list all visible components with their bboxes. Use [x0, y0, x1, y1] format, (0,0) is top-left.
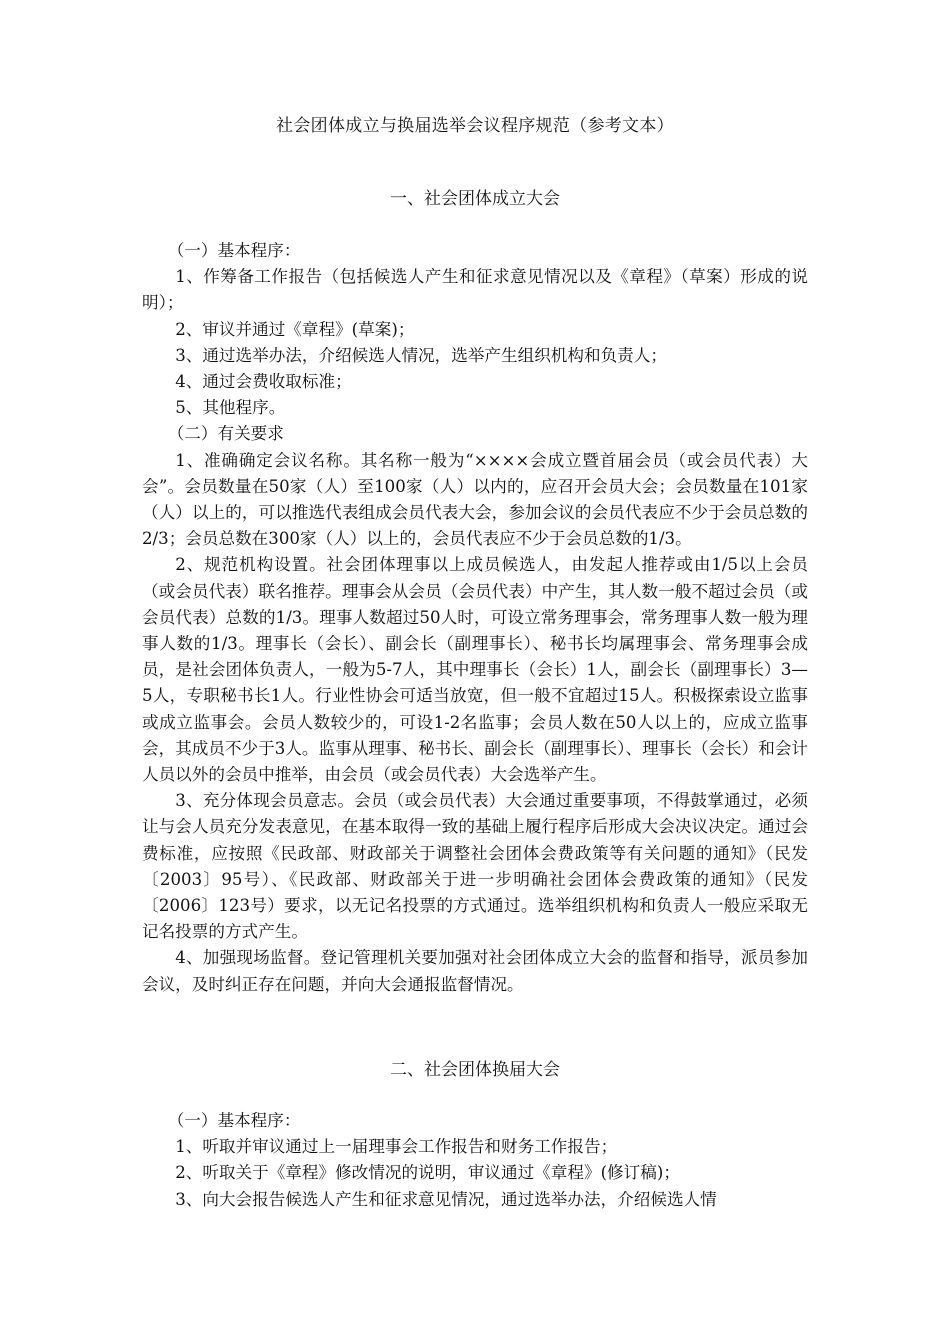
- paragraph: 1、准确确定会议名称。其名称一般为“××××会成立暨首届会员（或会员代表）大会”。会员数量在50家（人）至100家（人）以内的，应召开会员大会；会员数量在101家（人）以上的，可以推选代表组成会员代表大会，参加会议的会员代表应不少于会员总数的2/3；会员总数在300家（人）以上的，会员代表应不少于会员总数的1/3。: [142, 450, 808, 549]
- paragraph: 4、加强现场监督。登记管理机关要加强对社会团体成立大会的监督和指导，派员参加会议，及时纠正存在问题，并向大会通报监督情况。: [142, 948, 808, 994]
- paragraph: 5、其他程序。: [175, 398, 286, 418]
- section-1-title: 一、社会团体成立大会: [390, 189, 560, 209]
- subheading-basic-procedure: （一）基本程序：: [167, 1111, 301, 1130]
- paragraph: 4、通过会费收取标准；: [175, 372, 352, 392]
- section-2-body: [142, 1108, 808, 1213]
- paragraph: 1、作筹备工作报告（包括候选人产生和征求意见情况以及《章程》（草案）形成的说明）；: [142, 267, 808, 313]
- paragraph: 3、向大会报告候选人产生和征求意见情况，通过选举办法，介绍候选人情: [175, 1189, 717, 1209]
- section-1-body: [142, 238, 808, 998]
- paragraph: 2、听取关于《章程》修改情况的说明，审议通过《章程》(修订稿)；: [175, 1163, 680, 1183]
- subheading-basic-procedure: （一）基本程序：: [167, 241, 301, 260]
- paragraph: 3、通过选举办法，介绍候选人情况，选举产生组织机构和负责人；: [175, 345, 667, 365]
- paragraph: 1、听取并审议通过上一届理事会工作报告和财务工作报告；: [175, 1137, 618, 1157]
- paragraph: 3、充分体现会员意志。会员（或会员代表）大会通过重要事项，不得鼓掌通过，必须让与会人员充分发表意见，在基本取得一致的基础上履行程序后形成大会决议决定。通过会费标准，应按照《民政部、财政部关于调整社会团体会费政策等有关问题的通知》（民发〔2003〕95号）、《民政部、财政部关于进一步明确社会团体会费政策的通知》（民发〔2006〕123号）要求，以无记名投票的方式通过。选举组织机构和负责人一般应采取无记名投票的方式产生。: [142, 791, 808, 942]
- paragraph: 2、审议并通过《章程》(草案)；: [175, 319, 415, 339]
- section-2-title: 二、社会团体换届大会: [390, 1060, 560, 1080]
- subheading-requirements: （二）有关要求: [167, 424, 284, 444]
- document-title: 社会团体成立与换届选举会议程序规范（参考文本）: [276, 116, 674, 136]
- paragraph: 2、规范机构设置。社会团体理事以上成员候选人，由发起人推荐或由1/5以上会员（或会员代表）联名推荐。理事会从会员（会员代表）中产生，其人数一般不超过会员（或会员代表）总数的1/3。理事人数超过50人时，可设立常务理事会，常务理事人数一般为理事人数的1/3。理事长（会长）、副会长（副理事长）、秘书长均属理事会、常务理事会成员，是社会团体负责人，一般为5-7人，其中理事长（会长）1人，副会长（副理事长）3—5人，专职秘书长1人。行业性协会可适当放宽，但一般不宜超过15人。积极探索设立监事或成立监事会。会员人数较少的，可设1-2名监事；会员人数在50人以上的，应成立监事会，其成员不少于3人。监事从理事、秘书长、副会长（副理事长）、理事长（会长）和会计人员以外的会员中推举，由会员（或会员代表）大会选举产生。: [142, 555, 809, 785]
